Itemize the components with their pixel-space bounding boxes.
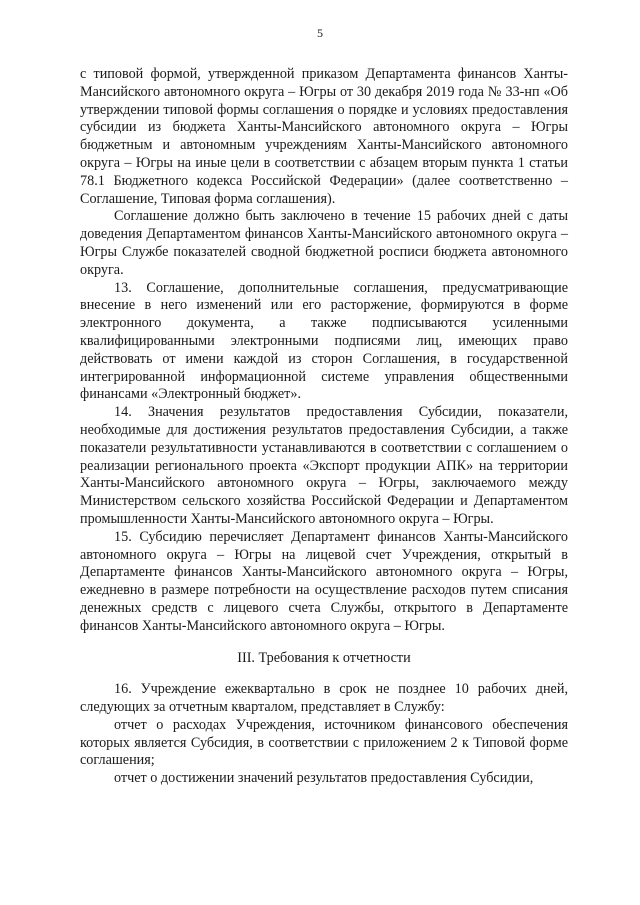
- paragraph-continuation: с типовой формой, утвержденной приказом Департамента финансов Ханты-Мансийского автономного округа – Югры от 30 декабря 2019 года № 33-нп «Об утверждении типовой формы соглашения о порядке и условиях предоставления субсидии из бюджета Ханты-Мансийского автономного округа – Югры бюджетным и автономным учреждениям Ханты-Мансийского автономного округа – Югры на иные цели в соответствии с абзацем вторым пункта 1 статьи 78.1 Бюджетного кодекса Российской Федерации» (далее соответственно – Соглашение, Типовая форма соглашения).: [80, 66, 568, 207]
- page-number: 5: [317, 26, 323, 40]
- paragraph-15: 15. Субсидию перечисляет Департамент финансов Ханты-Мансийского автономного округа – Югры на лицевой счет Учреждения, открытый в Департаменте финансов Ханты-Мансийского автономного округа – Югры, ежедневно в размере потребности на осуществление расходов путем списания денежных средств с лицевого счета Службы, открытого в Департаменте финансов Ханты-Мансийского автономного округа – Югры.: [80, 528, 568, 634]
- paragraph-results-report: отчет о достижении значений результатов предоставления Субсидии,: [114, 770, 534, 787]
- section-heading: III. Требования к отчетности: [237, 649, 411, 666]
- paragraph-16: 16. Учреждение ежеквартально в срок не позднее 10 рабочих дней, следующих за отчетным кварталом, представляет в Службу:: [80, 681, 568, 716]
- paragraph-agreement-term: Соглашение должно быть заключено в течение 15 рабочих дней с даты доведения Департаментом финансов Ханты-Мансийского автономного округа – Югры Службе показателей сводной бюджетной росписи бюджета автономного округа.: [80, 208, 568, 278]
- paragraph-14: 14. Значения результатов предоставления Субсидии, показатели, необходимые для достижения результатов предоставления Субсидии, а также показатели результативности устанавливаются в соответствии с соглашением о реализации регионального проекта «Экспорт продукции АПК» на территории Ханты-Мансийского автономного округа – Югры, заключаемого между Министерством сельского хозяйства Российской Федерации и Департаментом промышленности Ханты-Мансийского автономного округа – Югры.: [80, 404, 568, 527]
- document-body: [80, 66, 568, 788]
- paragraph-13: 13. Соглашение, дополнительные соглашения, предусматривающие внесение в него изменений или его расторжение, формируются в форме электронного документа, а также подписываются усиленными квалифицированными электронными подписями лиц, имеющих право действовать от имени каждой из сторон Соглашения, в государственной интегрированной информационной системе управления общественными финансами «Электронный бюджет».: [80, 279, 568, 403]
- paragraph-expense-report: отчет о расходах Учреждения, источником финансового обеспечения которых является Субсидия, в соответствии с приложением 2 к Типовой форме соглашения;: [80, 716, 568, 769]
